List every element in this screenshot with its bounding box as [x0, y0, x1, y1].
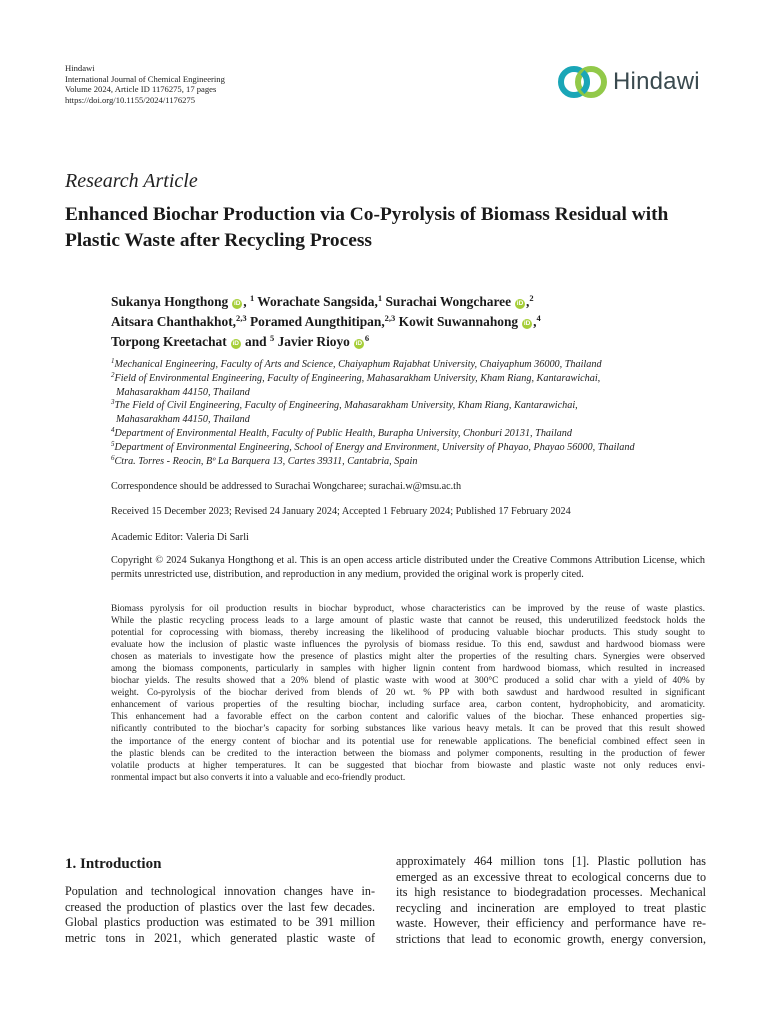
body-column-left	[65, 884, 375, 946]
abstract-line: weight. Co-pyrolysis of the biochar derived from blends of 20 wt. % PP with both sawdust and hardwood resulted in significant	[111, 688, 705, 699]
orcid-icon[interactable]: iD	[232, 340, 239, 347]
author-name[interactable]: Worachate Sangsida,	[257, 294, 378, 309]
affiliation-marker: 1	[377, 293, 383, 303]
affiliation-item	[111, 427, 711, 441]
abstract-line: evaluate how the inclusion of plastic waste influences the pyrolysis of biomass residue. To this end, sawdust and hardwood biomass were	[111, 640, 705, 651]
affiliation-text: Department of Environmental Health, Faculty of Public Health, Burapha University, Chonburi 20131, Thailand	[114, 427, 572, 439]
abstract-line: ronmental impact but also converts it into a valuable and eco-friendly product.	[111, 772, 406, 783]
orcid-icon[interactable]: iD	[355, 340, 363, 347]
body-line: strictions that lead to economic growth, energy conversion,	[396, 931, 706, 946]
abstract-line: chosen as materials to investigate how the presence of plastics might alter the properties of the resulting chars. Synergies were observed	[111, 652, 705, 663]
author-separator: ,	[533, 314, 537, 329]
affiliation-marker: 2,3	[384, 313, 396, 323]
affiliation-continuation: Mahasarakham 44150, Thailand	[116, 414, 250, 426]
affiliation-list	[111, 358, 711, 468]
article-type: Research Article	[65, 170, 198, 192]
orcid-icon[interactable]: iD	[523, 320, 531, 327]
abstract-line: Biomass pyrolysis for oil production results in biochar byproduct, whose characteristics can be improved by the reuse of waste plastics.	[111, 604, 705, 614]
author-line	[111, 312, 711, 332]
volume-info: Volume 2024, Article ID 1176275, 17 pages	[65, 84, 217, 95]
publication-dates: Received 15 December 2023; Revised 24 January 2024; Accepted 1 February 2024; Published 17 February 2024	[111, 506, 571, 517]
affiliation-marker: 2	[529, 293, 534, 303]
affiliation-text: Mechanical Engineering, Faculty of Arts and Science, Chaiyaphum Rajabhat University, Chaiyaphum 36000, Thailand	[114, 359, 602, 370]
author-line	[111, 292, 711, 312]
hindawi-logo	[556, 64, 706, 100]
author-list	[111, 292, 711, 352]
abstract-line: This enhancement had a favorable effect on the carbon content and calorific values of the biochar. These enhanced properties sig-	[111, 712, 705, 723]
body-line: waste. However, their efficiency and performance have re-	[396, 916, 706, 931]
affiliation-text: Field of Environmental Engineering, Faculty of Engineering, Mahasarakham University, Kham Riang, Kantarawichai,	[114, 372, 601, 384]
affiliation-text: Department of Environmental Engineering, School of Energy and Environment, University of Phayao, Phayao 56000, Thailand	[114, 441, 635, 453]
author-separator: and	[241, 334, 270, 349]
author-name[interactable]: Sukanya Hongthong	[111, 294, 229, 309]
abstract-line: biochar yields. The results showed that a 20% blend of plastic waste with wood at 300°C produced a solid char with a yield of 40% by	[111, 676, 705, 687]
body-line: metric tons in 2021, which generated plastic waste of	[65, 930, 375, 945]
logo-text: Hindawi	[613, 68, 700, 95]
body-line: Population and technological innovation changes have in-	[65, 884, 375, 898]
correspondence-note: Correspondence should be addressed to Surachai Wongcharee; surachai.w@msu.ac.th	[111, 481, 462, 492]
abstract-line: enhancement of various properties of the resulting biochar, including surface area, carbon content, hydrophobicity, and aromaticity.	[111, 700, 705, 711]
author-name[interactable]: Surachai Wongcharee	[385, 294, 512, 309]
body-line: creased the production of plastics over the last few decades.	[65, 899, 375, 914]
abstract-line: nificantly contributed to the biochar’s capacity for sorbing substances like various heavy metals. It can be proved that this result showed	[111, 724, 705, 735]
author-line	[111, 332, 711, 352]
affiliation-marker: 2,3	[236, 313, 247, 323]
author-separator: ,	[243, 294, 250, 309]
doi-link[interactable]: https://doi.org/10.1155/2024/1176275	[65, 94, 196, 105]
affiliation-item	[111, 455, 711, 469]
affiliation-text: Ctra. Torres - Reocin, Bº La Barquera 13, Cartes 39311, Cantabria, Spain	[114, 455, 418, 467]
affiliation-marker: 6	[364, 333, 370, 343]
abstract-line: volatile products at higher temperatures. It can be suggested that biochar from biowaste and plastic waste not only reduces envi-	[111, 760, 705, 771]
journal-name: International Journal of Chemical Engineering	[65, 73, 225, 84]
author-name[interactable]: Torpong Kreetachat	[111, 334, 227, 349]
affiliation-continuation: Mahasarakham 44150, Thailand	[116, 386, 250, 398]
publisher-name: Hindawi	[65, 63, 95, 73]
body-line: its high resistance to biodegradation processes. Mechanical	[396, 885, 706, 900]
abstract	[111, 603, 705, 784]
body-column-right	[396, 854, 706, 948]
author-name[interactable]: Kowit Suwannahong	[398, 314, 519, 329]
abstract-line: While the plastic recycling process leads to a large amount of plastic waste that cannot be reused, this underutilized feedstock holds the	[111, 616, 705, 627]
article-title: Enhanced Biochar Production via Co-Pyrolysis of Biomass Residual with Plastic Waste after Recycling Process	[65, 204, 669, 251]
affiliation-item	[111, 358, 711, 372]
affiliation-marker: 4	[536, 313, 541, 323]
body-line: emerged as an excessive threat to ecological concerns due to	[396, 869, 706, 884]
orcid-icon[interactable]: iD	[516, 300, 524, 307]
copyright-notice: Copyright © 2024 Sukanya Hongthong et al. This is an open access article distributed under the Creative Commons Attribution License, which permits unrestricted use, distribution, and reproduction in any medium, provided the original work is properly cited.	[111, 555, 705, 580]
author-name[interactable]: Aitsara Chanthakhot,	[111, 314, 237, 329]
affiliation-number: 3	[111, 398, 115, 407]
hindawi-logo-icon	[556, 64, 612, 100]
abstract-line: potential for coprocessing with biomass, thereby increasing the likelihood of producing valuable biochar products. This study sought to	[111, 628, 705, 639]
journal-masthead	[65, 63, 225, 105]
affiliation-number: 4	[111, 425, 115, 434]
body-line: approximately 464 million tons [1]. Plastic pollution has	[396, 854, 706, 868]
affiliation-number: 5	[111, 439, 115, 448]
body-line: recycling and incineration are employed to treat plastic	[396, 900, 706, 915]
affiliation-item	[111, 372, 711, 386]
affiliation-number: 1	[111, 357, 115, 365]
affiliation-number: 2	[111, 370, 115, 379]
abstract-line: the importance of the energy content of biochar and its potential use for renewable applications. The beneficial combined effect seen in	[111, 736, 705, 747]
affiliation-item	[111, 399, 711, 413]
abstract-line: the plastic blends can be credited to the interaction between the biomass and polymer components, resulting in the production of fewer	[111, 748, 705, 759]
affiliation-item	[111, 441, 711, 455]
abstract-line: among the biomass components, particularly in samples with higher lignin content from hardwood biomass, which resulted in increased	[111, 664, 705, 675]
author-separator: ,	[526, 294, 530, 309]
affiliation-number: 6	[111, 453, 115, 462]
orcid-icon[interactable]: iD	[233, 300, 241, 307]
body-line: Global plastics production was estimated to be 391 million	[65, 915, 375, 930]
affiliation-text: The Field of Civil Engineering, Faculty of Engineering, Mahasarakham University, Kham Riang, Kantarawichai,	[114, 400, 578, 412]
section-heading: 1. Introduction	[65, 856, 162, 872]
author-name[interactable]: Javier Rioyo	[277, 334, 350, 349]
affiliation-marker: 5	[269, 333, 275, 343]
author-name[interactable]: Poramed Aungthitipan,	[250, 314, 385, 329]
academic-editor: Academic Editor: Valeria Di Sarli	[111, 532, 249, 543]
affiliation-marker: 1	[249, 293, 255, 303]
